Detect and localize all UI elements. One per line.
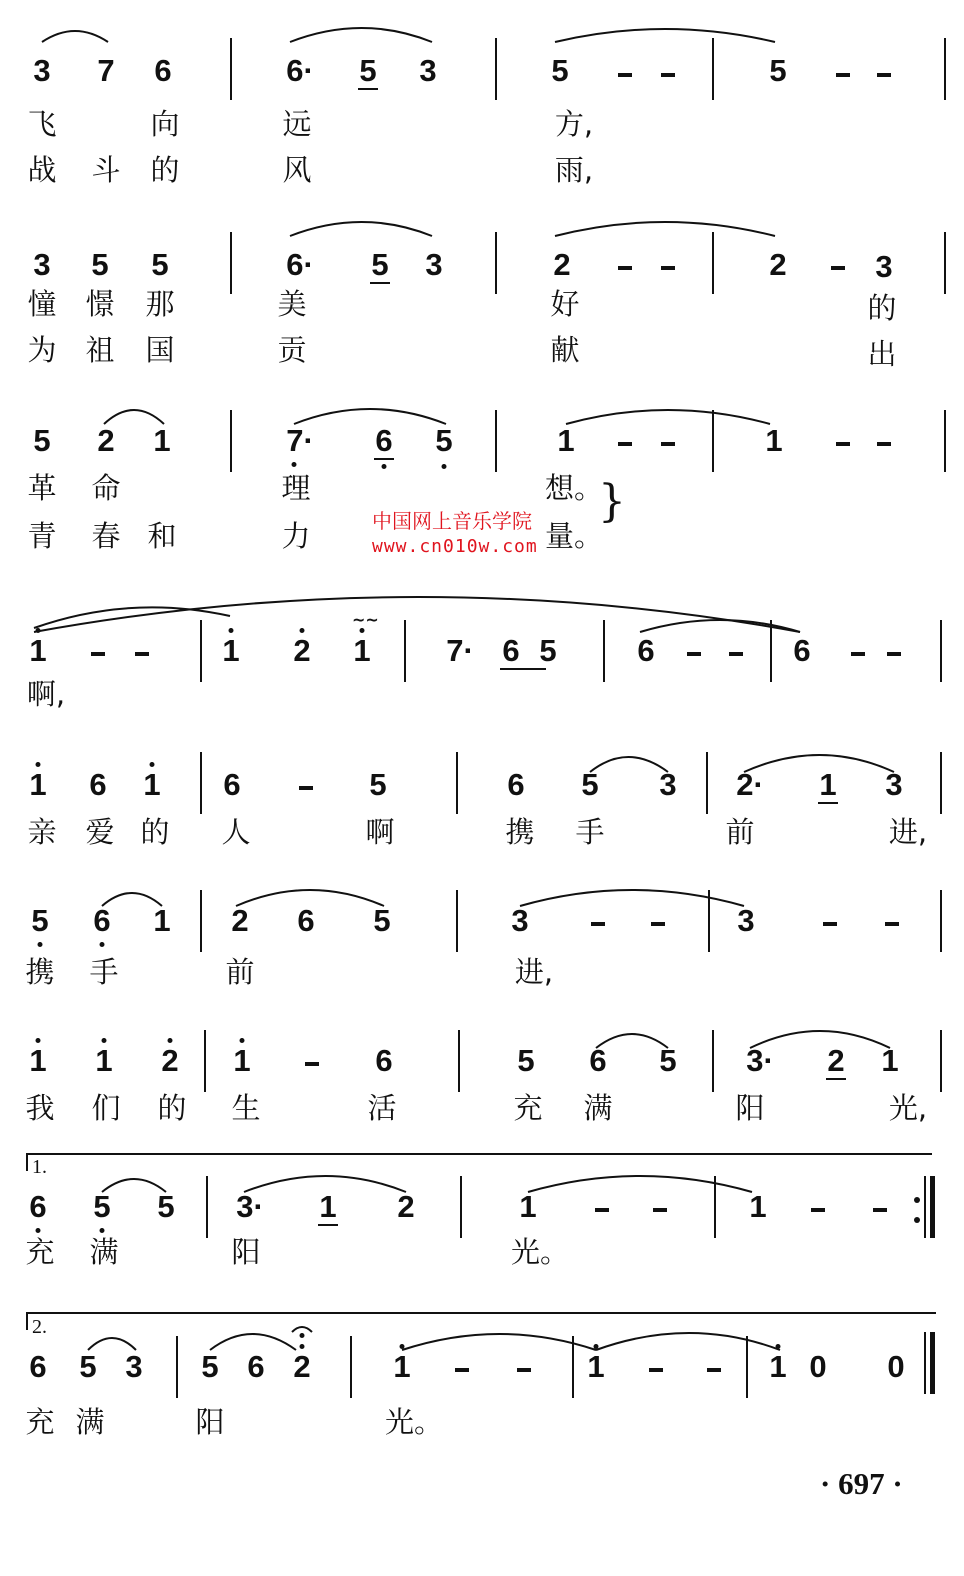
lyric: 雨, bbox=[554, 153, 594, 187]
barline bbox=[706, 752, 708, 814]
note: 2 bbox=[293, 633, 311, 668]
dash bbox=[305, 1062, 319, 1066]
note: 5 bbox=[551, 53, 569, 88]
lyric: 前 bbox=[725, 815, 755, 849]
lyric: 充 bbox=[25, 1235, 55, 1269]
repeat-dot bbox=[914, 1197, 920, 1203]
slur-marks bbox=[0, 876, 964, 936]
dash bbox=[836, 73, 850, 77]
note: 5 bbox=[91, 247, 109, 282]
lyric: 出 bbox=[867, 337, 897, 371]
slur-marks bbox=[0, 1162, 964, 1222]
lyric: 那 bbox=[145, 287, 175, 321]
dash bbox=[877, 73, 891, 77]
note: 6· bbox=[286, 247, 314, 282]
lyric: 满 bbox=[75, 1405, 105, 1439]
barline bbox=[708, 890, 710, 952]
lyric: 啊, bbox=[26, 677, 66, 711]
lyric: 国 bbox=[145, 333, 175, 367]
barline bbox=[940, 1030, 942, 1092]
dash bbox=[661, 266, 675, 270]
barline bbox=[350, 1336, 352, 1398]
note: 1 bbox=[233, 1043, 251, 1078]
barline bbox=[924, 1332, 926, 1394]
note: 0 bbox=[887, 1349, 905, 1384]
dash bbox=[618, 73, 632, 77]
lyric: 力 bbox=[281, 519, 311, 553]
note: 1 bbox=[819, 767, 837, 802]
lyric: 爱 bbox=[85, 815, 115, 849]
repeat-dot bbox=[914, 1217, 920, 1223]
low-dot bbox=[100, 1228, 105, 1233]
dash bbox=[811, 1208, 825, 1212]
barline bbox=[456, 752, 458, 814]
underline bbox=[318, 1224, 338, 1226]
lyric: 携 bbox=[25, 955, 55, 989]
lyric: 飞 bbox=[27, 107, 57, 141]
barline bbox=[206, 1176, 208, 1238]
dash bbox=[618, 442, 632, 446]
barline bbox=[230, 232, 232, 294]
barline bbox=[495, 38, 497, 100]
lyric: 生 bbox=[231, 1091, 261, 1125]
dash bbox=[661, 73, 675, 77]
dash bbox=[687, 652, 701, 656]
note: 5 bbox=[151, 247, 169, 282]
barline bbox=[200, 620, 202, 682]
underline bbox=[826, 1078, 846, 1080]
note: 7 bbox=[97, 53, 115, 88]
note: 3· bbox=[236, 1189, 264, 1224]
note: 5 bbox=[517, 1043, 535, 1078]
note: 3 bbox=[419, 53, 437, 88]
note: 5 bbox=[33, 423, 51, 458]
note: 2 bbox=[231, 903, 249, 938]
note: 2· bbox=[736, 767, 764, 802]
dash bbox=[455, 1368, 469, 1372]
first-ending-label: 1. bbox=[32, 1156, 47, 1178]
high-dot bbox=[400, 1344, 405, 1349]
lyric: 好 bbox=[550, 287, 580, 321]
slur-marks bbox=[0, 20, 964, 80]
underline bbox=[358, 88, 378, 90]
barline bbox=[603, 620, 605, 682]
note: 1 bbox=[222, 633, 240, 668]
slur-marks bbox=[0, 212, 964, 272]
note: 6 bbox=[375, 423, 393, 458]
note: 2 bbox=[397, 1189, 415, 1224]
note: 5 bbox=[93, 1189, 111, 1224]
barline bbox=[495, 232, 497, 294]
barline bbox=[230, 38, 232, 100]
note: 2 bbox=[827, 1043, 845, 1078]
barline bbox=[572, 1336, 574, 1398]
lyric: 亲 bbox=[27, 815, 57, 849]
high-dot bbox=[300, 1344, 305, 1349]
underline bbox=[370, 282, 390, 284]
barline bbox=[204, 1030, 206, 1092]
lyric: 阳 bbox=[735, 1091, 765, 1125]
lyric: 的 bbox=[867, 291, 897, 325]
note: 2 bbox=[293, 1349, 311, 1384]
barline bbox=[712, 38, 714, 100]
low-dot bbox=[292, 462, 297, 467]
note: 5 bbox=[79, 1349, 97, 1384]
high-dot bbox=[36, 762, 41, 767]
underline bbox=[818, 802, 838, 804]
barline bbox=[746, 1336, 748, 1398]
note: 1 bbox=[519, 1189, 537, 1224]
lyric: 前 bbox=[225, 955, 255, 989]
lyric: 满 bbox=[583, 1091, 613, 1125]
high-dot bbox=[36, 628, 41, 633]
note: 5 bbox=[581, 767, 599, 802]
note: 1 bbox=[153, 903, 171, 938]
note: 1 bbox=[29, 633, 47, 668]
note: 1 bbox=[769, 1349, 787, 1384]
note: 1 bbox=[393, 1349, 411, 1384]
low-dot bbox=[382, 464, 387, 469]
note: 6 bbox=[247, 1349, 265, 1384]
lyric: 啊 bbox=[365, 815, 395, 849]
barline bbox=[944, 232, 946, 294]
lyric: 战 bbox=[27, 153, 57, 187]
note: 5 bbox=[539, 633, 557, 668]
note: 6 bbox=[637, 633, 655, 668]
note: 6· bbox=[286, 53, 314, 88]
lyric: 光。 bbox=[384, 1405, 444, 1439]
low-dot bbox=[442, 464, 447, 469]
dash bbox=[851, 652, 865, 656]
note: 5 bbox=[769, 53, 787, 88]
note: 3 bbox=[425, 247, 443, 282]
dash bbox=[651, 922, 665, 926]
lyric: 携 bbox=[505, 815, 535, 849]
lyric: 充 bbox=[513, 1091, 543, 1125]
lyric: 献 bbox=[550, 333, 580, 367]
note: 1 bbox=[143, 767, 161, 802]
note: 7· bbox=[446, 633, 474, 668]
barline bbox=[944, 38, 946, 100]
note: 6 bbox=[507, 767, 525, 802]
dash bbox=[887, 652, 901, 656]
dash bbox=[595, 1208, 609, 1212]
high-dot bbox=[594, 1344, 599, 1349]
dash bbox=[591, 922, 605, 926]
lyric: 进, bbox=[514, 955, 554, 989]
dash bbox=[661, 442, 675, 446]
lyric: 春 bbox=[91, 519, 121, 553]
dash bbox=[823, 922, 837, 926]
note: 6 bbox=[297, 903, 315, 938]
barline bbox=[460, 1176, 462, 1238]
slur-marks bbox=[0, 1018, 964, 1078]
low-dot bbox=[38, 942, 43, 947]
dash bbox=[707, 1368, 721, 1372]
note: 6 bbox=[89, 767, 107, 802]
high-dot bbox=[776, 1344, 781, 1349]
dash bbox=[729, 652, 743, 656]
lyric: 憧 bbox=[27, 287, 57, 321]
note: 1 bbox=[557, 423, 575, 458]
lyric: 量。 bbox=[544, 519, 604, 553]
watermark-title: 中国网上音乐学院 bbox=[372, 509, 532, 533]
high-dot bbox=[168, 1038, 173, 1043]
note: 1 bbox=[587, 1349, 605, 1384]
lyric: 活 bbox=[367, 1091, 397, 1125]
lyric: 手 bbox=[89, 955, 119, 989]
note: 5 bbox=[201, 1349, 219, 1384]
dash bbox=[831, 266, 845, 270]
lyric: 风 bbox=[282, 153, 312, 187]
barline bbox=[230, 410, 232, 472]
note: 6 bbox=[375, 1043, 393, 1078]
slur-marks bbox=[0, 586, 964, 656]
note: 7· bbox=[286, 423, 314, 458]
note: 3 bbox=[33, 247, 51, 282]
barline bbox=[456, 890, 458, 952]
high-dot bbox=[150, 762, 155, 767]
note: 1 bbox=[153, 423, 171, 458]
note: 6 bbox=[793, 633, 811, 668]
lyric: 向 bbox=[150, 107, 180, 141]
barline bbox=[712, 1030, 714, 1092]
note: 3· bbox=[746, 1043, 774, 1078]
note: 1 bbox=[881, 1043, 899, 1078]
barline bbox=[940, 752, 942, 814]
note: 6 bbox=[502, 633, 520, 668]
barline bbox=[495, 410, 497, 472]
barline bbox=[176, 1336, 178, 1398]
dash bbox=[836, 442, 850, 446]
note: 6 bbox=[223, 767, 241, 802]
note: 2 bbox=[553, 247, 571, 282]
lyric: 远 bbox=[282, 107, 312, 141]
note: 0 bbox=[809, 1349, 827, 1384]
high-dot bbox=[240, 1038, 245, 1043]
note: 3 bbox=[659, 767, 677, 802]
high-dot bbox=[300, 628, 305, 633]
lyric: 美 bbox=[277, 287, 307, 321]
dash bbox=[885, 922, 899, 926]
lyric: 祖 bbox=[85, 333, 115, 367]
dash bbox=[618, 266, 632, 270]
high-dot bbox=[102, 1038, 107, 1043]
lyric: 人 bbox=[221, 815, 251, 849]
note: 3 bbox=[737, 903, 755, 938]
barline bbox=[712, 232, 714, 294]
lyric: 为 bbox=[27, 333, 57, 367]
lyric: 充 bbox=[25, 1405, 55, 1439]
barline bbox=[770, 620, 772, 682]
note: 6 bbox=[29, 1189, 47, 1224]
lyric: 青 bbox=[27, 519, 57, 553]
note: 5 bbox=[31, 903, 49, 938]
barline bbox=[404, 620, 406, 682]
barline bbox=[200, 752, 202, 814]
lyric: 和 bbox=[147, 519, 177, 553]
watermark-url: www.cn010w.com bbox=[372, 536, 538, 557]
lyric: 阳 bbox=[231, 1235, 261, 1269]
note: 3 bbox=[33, 53, 51, 88]
barline bbox=[714, 1176, 716, 1238]
slur-marks bbox=[0, 386, 964, 446]
second-ending-label: 2. bbox=[32, 1316, 47, 1338]
note: 2 bbox=[97, 423, 115, 458]
lyric: 革 bbox=[27, 471, 57, 505]
page-number: · 697 · bbox=[820, 1466, 903, 1501]
note: 1 bbox=[319, 1189, 337, 1224]
dash bbox=[517, 1368, 531, 1372]
dash bbox=[135, 652, 149, 656]
barline bbox=[458, 1030, 460, 1092]
note: 6 bbox=[29, 1349, 47, 1384]
note: 5 bbox=[373, 903, 391, 938]
fermata-dot bbox=[300, 1333, 305, 1338]
dash bbox=[91, 652, 105, 656]
verse-brace: } bbox=[598, 476, 626, 527]
lyric: 理 bbox=[281, 471, 311, 505]
note: 1 bbox=[95, 1043, 113, 1078]
trill-mark: ~~ bbox=[352, 610, 379, 629]
watermark bbox=[372, 508, 538, 560]
dash bbox=[877, 442, 891, 446]
note: 1 bbox=[29, 767, 47, 802]
barline bbox=[940, 890, 942, 952]
note: 6 bbox=[589, 1043, 607, 1078]
lyric: 憬 bbox=[85, 287, 115, 321]
barline bbox=[924, 1176, 926, 1238]
dash bbox=[653, 1208, 667, 1212]
low-dot bbox=[100, 942, 105, 947]
note: 1 bbox=[765, 423, 783, 458]
note: 2 bbox=[161, 1043, 179, 1078]
lyric: 我 bbox=[25, 1091, 55, 1125]
note: 5 bbox=[659, 1043, 677, 1078]
note: 5 bbox=[369, 767, 387, 802]
lyric: 们 bbox=[91, 1091, 121, 1125]
underline bbox=[374, 458, 394, 460]
note: 5 bbox=[435, 423, 453, 458]
note: 1 bbox=[29, 1043, 47, 1078]
lyric: 光, bbox=[888, 1091, 928, 1125]
note: 3 bbox=[885, 767, 903, 802]
dash bbox=[649, 1368, 663, 1372]
lyric: 进, bbox=[888, 815, 928, 849]
low-dot bbox=[36, 1228, 41, 1233]
lyric: 命 bbox=[91, 471, 121, 505]
barline bbox=[200, 890, 202, 952]
repeat-barline bbox=[930, 1176, 935, 1238]
final-barline bbox=[930, 1332, 935, 1394]
lyric: 手 bbox=[575, 815, 605, 849]
note: 3 bbox=[125, 1349, 143, 1384]
note: 2 bbox=[769, 247, 787, 282]
lyric: 阳 bbox=[195, 1405, 225, 1439]
high-dot bbox=[36, 1038, 41, 1043]
lyric: 的 bbox=[140, 815, 170, 849]
high-dot bbox=[229, 628, 234, 633]
note: 5 bbox=[157, 1189, 175, 1224]
note: 3 bbox=[875, 249, 893, 284]
note: 6 bbox=[93, 903, 111, 938]
underline bbox=[500, 668, 546, 670]
note: 5 bbox=[359, 53, 377, 88]
lyric: 想。 bbox=[544, 471, 604, 505]
lyric: 光。 bbox=[510, 1235, 570, 1269]
barline bbox=[944, 410, 946, 472]
note: 3 bbox=[511, 903, 529, 938]
note: 6 bbox=[154, 53, 172, 88]
lyric: 的 bbox=[150, 153, 180, 187]
note: 5 bbox=[371, 247, 389, 282]
lyric: 方, bbox=[554, 107, 594, 141]
note: 1 bbox=[749, 1189, 767, 1224]
lyric: 斗 bbox=[91, 153, 121, 187]
note: 1 bbox=[353, 633, 371, 668]
barline bbox=[940, 620, 942, 682]
lyric: 贡 bbox=[277, 333, 307, 367]
lyric: 的 bbox=[157, 1091, 187, 1125]
barline bbox=[712, 410, 714, 472]
dash bbox=[299, 786, 313, 790]
lyric: 满 bbox=[89, 1235, 119, 1269]
dash bbox=[873, 1208, 887, 1212]
